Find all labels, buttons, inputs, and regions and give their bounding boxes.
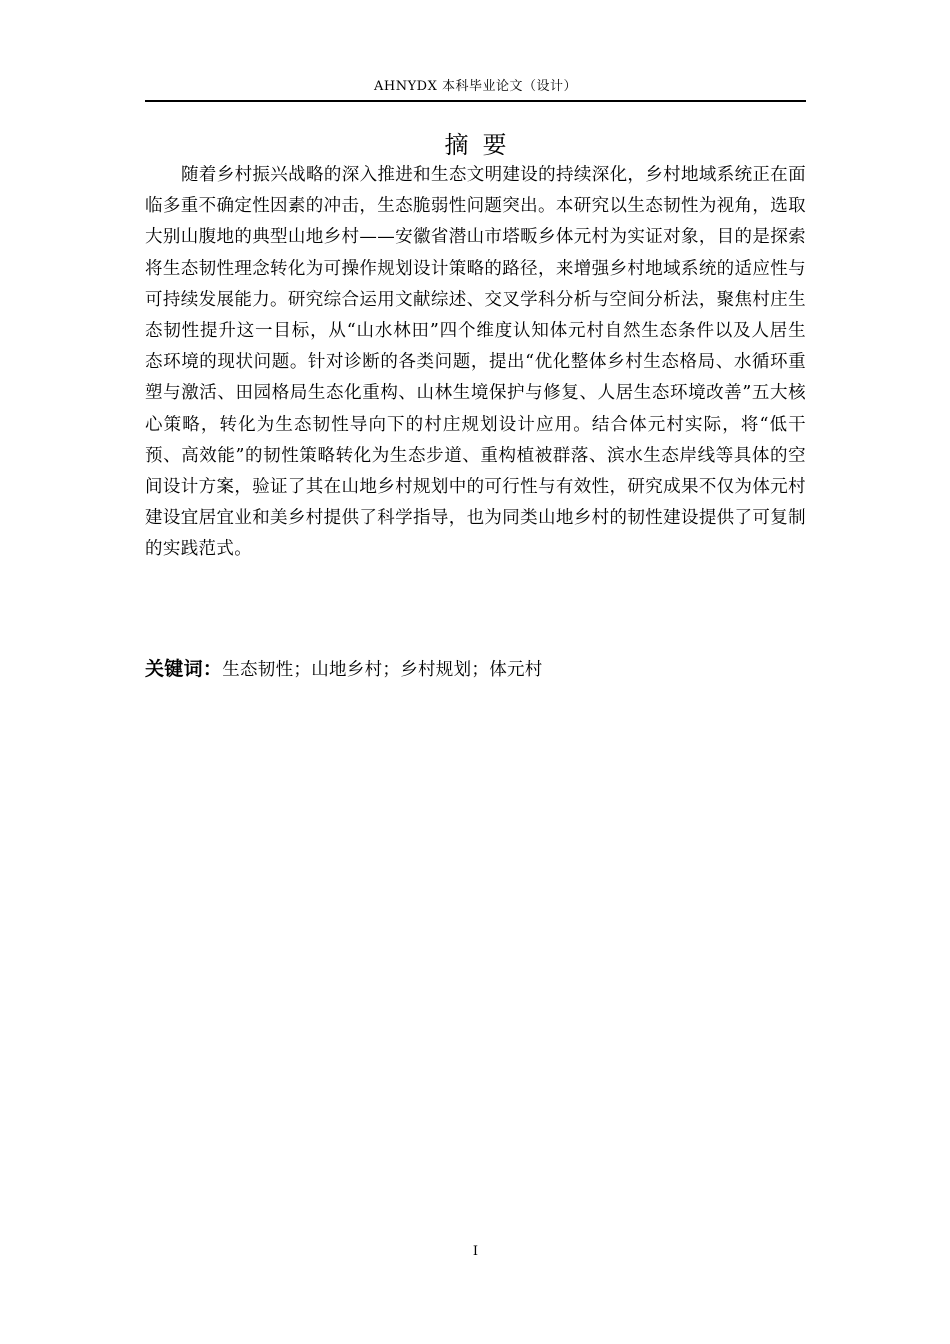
header-rule [145,100,806,102]
abstract-title: 摘要 [444,131,521,159]
keywords-label: 关键词： [145,658,223,680]
keywords-items: 生态韧性；山地乡村；乡村规划；体元村 [222,660,543,680]
keywords-line [145,654,806,685]
abstract-body: 随着乡村振兴战略的深入推进和生态文明建设的持续深化，乡村地域系统正在面临多重不确定性因素的冲击，生态脆弱性问题突出。本研究以生态韧性为视角，选取大别山腹地的典型山地乡村——安徽省潜山市塔畈乡体元村为实证对象，目的是探索将生态韧性理念转化为可操作规划设计策略的路径，来增强乡村地域系统的适应性与可持续发展能力。研究综合运用文献综述、交叉学科分析与空间分析法，聚焦村庄生态韧性提升这一目标，从“山水林田”四个维度认知体元村自然生态条件以及人居生态环境的现状问题。针对诊断的各类问题，提出“优化整体乡村生态格局、水循环重塑与激活、田园格局生态化重构、山林生境保护与修复、人居生态环境改善”五大核心策略，转化为生态韧性导向下的村庄规划设计应用。结合体元村实际，将“低干预、高效能”的韧性策略转化为生态步道、重构植被群落、滨水生态岸线等具体的空间设计方案，验证了其在山地乡村规划中的可行性与有效性，研究成果不仅为体元村建设宜居宜业和美乡村提供了科学指导，也为同类山地乡村的韧性建设提供了可复制的实践范式。 [145,165,806,560]
page-number: I [472,1244,479,1259]
running-header: AHNYDX 本科毕业论文（设计） [374,79,577,94]
